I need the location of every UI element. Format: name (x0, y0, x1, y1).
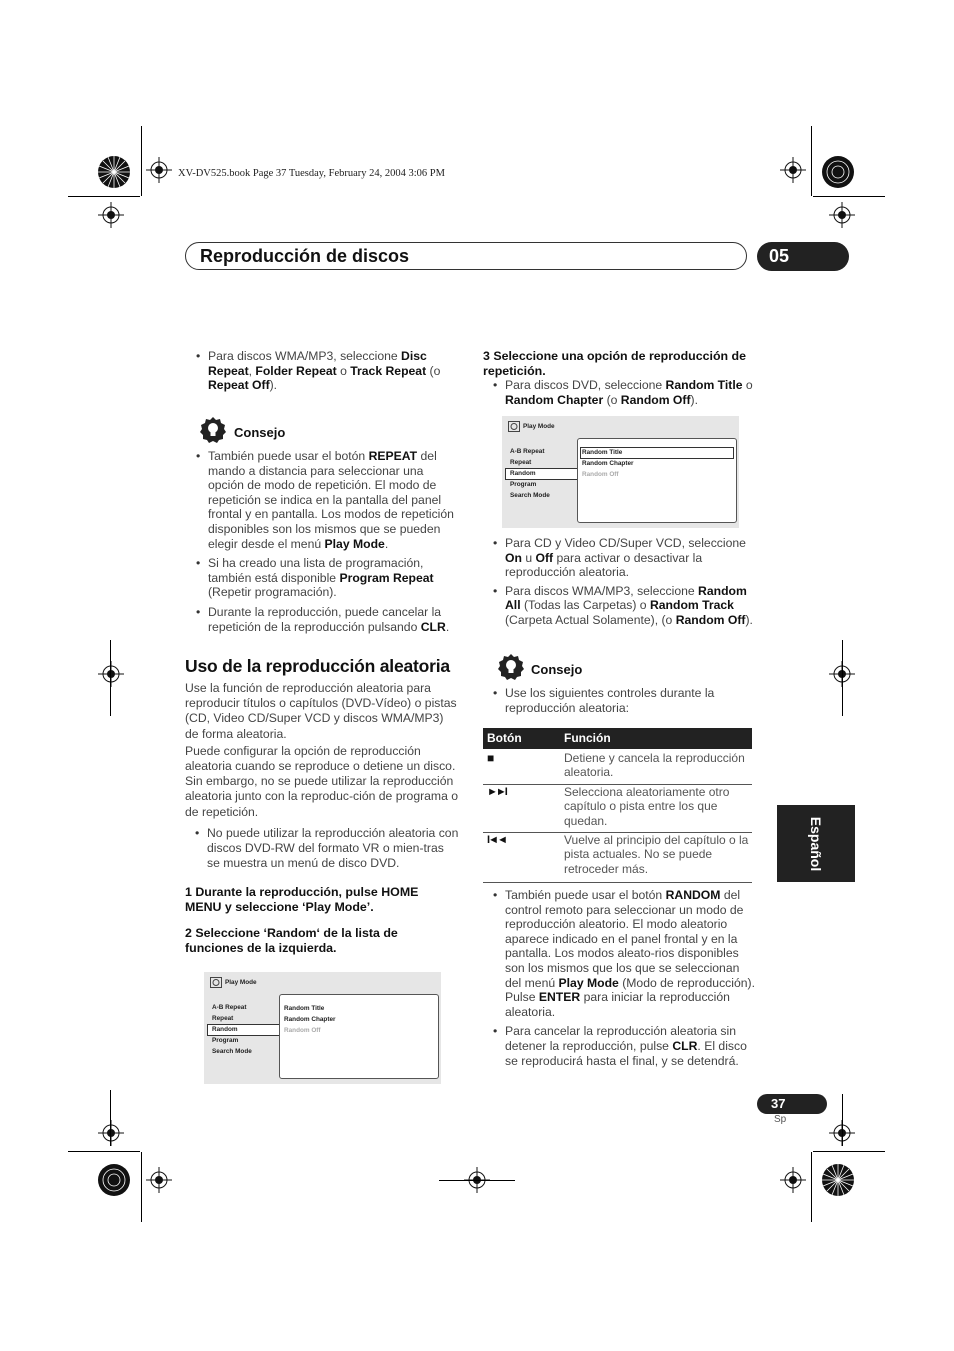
table-row: ►►I Selecciona aleatoriamente otro capítulo o pista entre los que quedan. (483, 784, 752, 833)
chapter-title: Reproducción de discos (200, 246, 410, 266)
tip-lightbulb-icon (199, 416, 227, 444)
crop-mark (110, 1090, 111, 1146)
tip-heading: Consejo (234, 425, 286, 440)
language-tab: Español (777, 805, 855, 882)
col-header-function: Función (564, 731, 611, 745)
menu-item-search-mode[interactable]: Search Mode (212, 1048, 252, 1055)
previous-icon: I◄◄ (487, 834, 506, 846)
note-bullet: • No puede utilizar la reproducción aleatoria con discos DVD-RW del formato VR o mien-tras se muestra un menú de disco DVD. (185, 826, 459, 872)
crop-mark (68, 196, 140, 197)
menu-item-program[interactable]: Program (212, 1037, 239, 1044)
menu-item-random[interactable]: Random (510, 470, 536, 477)
crop-mark (110, 640, 111, 716)
random-bullets (483, 888, 757, 1068)
table-row: ■ Detiene y cancela la reproducción aleatoria. (483, 749, 752, 785)
option-random-title[interactable]: Random Title (284, 1005, 325, 1012)
registration-target-icon (96, 154, 132, 190)
crop-mark (68, 1151, 140, 1152)
section-title: Uso de la reproducción aleatoria (185, 656, 450, 676)
options-panel (279, 994, 439, 1079)
option-random-chapter[interactable]: Random Chapter (582, 460, 634, 467)
cancel-random-bullet: • Para cancelar la reproducción aleatoria sin detener la reproducción, pulse CLR. El disco se reproducirá hasta el final, y se detendrá. (483, 1024, 757, 1068)
crop-mark (813, 196, 885, 197)
crop-mark (811, 1152, 812, 1222)
crosshair-mark-icon (780, 1167, 806, 1193)
tip-lightbulb-icon (497, 653, 525, 681)
disc-icon (508, 421, 520, 432)
menu-item-program[interactable]: Program (510, 481, 537, 488)
crosshair-mark-icon (98, 661, 124, 687)
tip-bullet: • Si ha creado una lista de programación, también está disponible Program Repeat (Repetir programación). (186, 556, 458, 600)
crosshair-mark-icon (146, 1167, 172, 1193)
table-row: I◄◄ Vuelve al principio del capítulo o la pista actuales. No se puede retroceder más. (483, 832, 752, 883)
crop-mark (842, 640, 843, 716)
menu-item-repeat[interactable]: Repeat (510, 459, 532, 466)
print-info-line: XV-DV525.book Page 37 Tuesday, February 24, 2004 3:06 PM (178, 168, 445, 179)
menu-item-repeat[interactable]: Repeat (212, 1015, 234, 1022)
option-random-title[interactable]: Random Title (582, 449, 623, 456)
step-3: 3 Seleccione una opción de reproducción de repetición. (483, 349, 747, 378)
option-random-off[interactable]: Random Off (284, 1027, 321, 1034)
menu-item-ab-repeat[interactable]: A-B Repeat (510, 448, 545, 455)
tip-bullet: • Durante la reproducción, puede cancelar la repetición de la reproducción pulsando CLR. (186, 605, 458, 634)
registration-target-icon (820, 1162, 856, 1198)
step-1: 1 Durante la reproducción, pulse HOME MENU y seleccione ‘Play Mode’. (185, 885, 419, 914)
crop-mark (811, 126, 812, 196)
menu-item-ab-repeat[interactable]: A-B Repeat (212, 1004, 247, 1011)
crop-mark (842, 1094, 843, 1146)
registration-target-icon (96, 1162, 132, 1198)
random-button-bullet: • También puede usar el botón RANDOM del control remoto para seleccionar un modo de reproducción aleatorio. El modo aleatorio aparece indicado en el panel frontal y en la pantalla. Los modos aleato-rios disponibles son los mismos que los que se seleccionan del menú Play Mode (Modo de reproducción). Pulse ENTER para iniciar la reproducción aleatoria. (483, 888, 757, 1019)
registration-target-icon (820, 154, 856, 190)
crosshair-mark-icon (829, 202, 855, 228)
tip-heading: Consejo (531, 662, 583, 677)
wma-bullet: • Para discos WMA/MP3, seleccione Random All (Todas las Carpetas) o Random Track (Carpeta Actual Solamente), (o Random Off). (483, 584, 757, 628)
repeat-bullet: • Para discos WMA/MP3, seleccione Disc Repeat, Folder Repeat o Track Repeat (o Repeat Off). (186, 349, 456, 393)
crop-mark (439, 1180, 515, 1181)
options-panel (577, 438, 737, 523)
play-mode-screen-dvd (502, 416, 739, 528)
step-2: 2 Seleccione ‘Random‘ de la lista de funciones de la izquierda. (185, 926, 398, 955)
play-mode-screen (204, 972, 441, 1084)
page-number: 37 (757, 1094, 827, 1114)
play-mode-title: Play Mode (523, 423, 555, 430)
controls-table-header (483, 728, 752, 749)
crop-mark (141, 126, 142, 196)
stop-icon: ■ (487, 751, 495, 765)
col-header-button: Botón (487, 731, 522, 745)
dvd-bullet: • Para discos DVD, seleccione Random Title o Random Chapter (o Random Off). (483, 378, 755, 407)
crosshair-mark-icon (146, 157, 172, 183)
menu-item-random[interactable]: Random (212, 1026, 238, 1033)
tip-bullet: • También puede usar el botón REPEAT del mando a distancia para seleccionar una opción de modo de repetición. El modo de repetición se indica en la pantalla del panel frontal y en pantalla. Los modos de repetición disponibles son los mismos que se pueden elegir desde el menú Play Mode. (186, 449, 458, 551)
crop-mark (141, 1152, 142, 1222)
chapter-number-badge: 05 (757, 242, 849, 271)
option-random-off[interactable]: Random Off (582, 471, 619, 478)
crosshair-mark-icon (98, 1120, 124, 1146)
tip-intro: • Use los siguientes controles durante la reproducción aleatoria: (483, 686, 755, 715)
crop-mark (813, 1151, 885, 1152)
cd-bullet: • Para CD y Video CD/Super VCD, seleccione On u Off para activar o desactivar la reproducción aleatoria. (483, 536, 757, 580)
cd-wma-bullets (483, 536, 757, 628)
tip-bullets (186, 449, 458, 634)
next-icon: ►►I (487, 786, 506, 798)
play-mode-title: Play Mode (225, 979, 257, 986)
menu-item-search-mode[interactable]: Search Mode (510, 492, 550, 499)
crosshair-mark-icon (780, 157, 806, 183)
intro-paragraphs: Use la función de reproducción aleatoria para reproducir títulos o capítulos (DVD-Vídeo) o pistas (CD, Video CD/Super VCD y discos WMA/MP3) de forma aleatoria. Puede configurar la opción de reproducción aleatoria cuando se reproduce o detiene un disco. Sin embargo, no se puede utilizar la reproducción aleatoria junto con la reproduc-ción de programa o de repetición. • No puede utilizar la reproducción aleatoria con discos DVD-RW del formato VR o mien-tras se muestra un menú de disco DVD. (185, 681, 459, 871)
crosshair-mark-icon (98, 202, 124, 228)
page-language-code: Sp (774, 1114, 787, 1125)
option-random-chapter[interactable]: Random Chapter (284, 1016, 336, 1023)
disc-icon (210, 977, 222, 988)
